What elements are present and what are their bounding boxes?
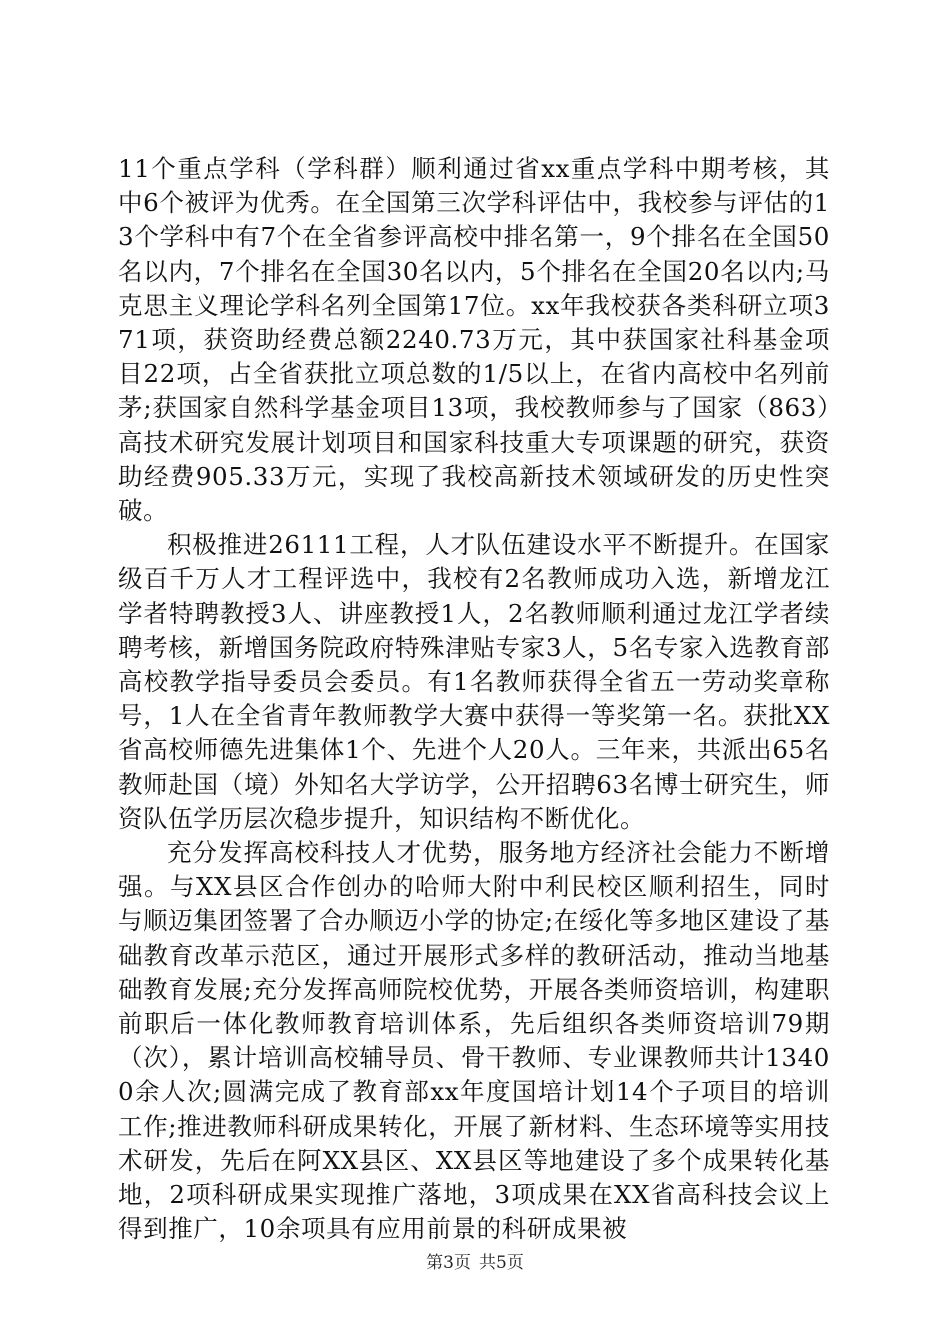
page-total: 共5页 bbox=[479, 1253, 524, 1273]
page-footer bbox=[0, 1251, 950, 1275]
paragraph-2: 积极推进26111工程，人才队伍建设水平不断提升。在国家级百千万人才工程评选中，我校有2名教师成功入选，新增龙江学者特聘教授3人、讲座教授1人，2名教师顺利通过龙江学者续聘考核，新增国务院政府特殊津贴专家3人，5名专家入选教育部高校教学指导委员会委员。有1名教师获得全省五一劳动奖章称号，1人在全省青年教师教学大赛中获得一等奖第一名。获批XX省高校师德先进集体1个、先进个人20人。三年来，共派出65名教师赴国（境）外知名大学访学，公开招聘63名博士研究生，师资队伍学历层次稳步提升，知识结构不断优化。 bbox=[118, 530, 830, 833]
document-body bbox=[118, 152, 830, 1247]
page-number: 第3页 bbox=[426, 1253, 471, 1273]
paragraph-3: 充分发挥高校科技人才优势，服务地方经济社会能力不断增强。与XX县区合作创办的哈师大附中利民校区顺利招生，同时与顺迈集团签署了合办顺迈小学的协定;在绥化等多地区建设了基础教育改革示范区，通过开展形式多样的教研活动，推动当地基础教育发展;充分发挥高师院校优势，开展各类师资培训，构建职前职后一体化教师教育培训体系，先后组织各类师资培训79期（次），累计培训高校辅导员、骨干教师、专业课教师共计13400余人次;圆满完成了教育部xx年度国培计划14个子项目的培训工作;推进教师科研成果转化，开展了新材料、生态环境等实用技术研发，先后在阿XX县区、XX县区等地建设了多个成果转化基地，2项科研成果实现推广落地，3项成果在XX省高科技会议上得到推广，10余项具有应用前景的科研成果被 bbox=[118, 838, 830, 1244]
paragraph-1: 11个重点学科（学科群）顺利通过省xx重点学科中期考核，其中6个被评为优秀。在全国第三次学科评估中，我校参与评估的13个学科中有7个在全省参评高校中排名第一，9个排名在全国50名以内，7个排名在全国30名以内，5个排名在全国20名以内;马克思主义理论学科名列全国第17位。xx年我校获各类科研立项371项，获资助经费总额2240.73万元，其中获国家社科基金项目22项，占全省获批立项总数的1/5以上，在省内高校中名列前茅;获国家自然科学基金项目13项，我校教师参与了国家（863）高技术研究发展计划项目和国家科技重大专项课题的研究，获资助经费905.33万元，实现了我校高新技术领域研发的历史性突破。 bbox=[118, 154, 830, 526]
